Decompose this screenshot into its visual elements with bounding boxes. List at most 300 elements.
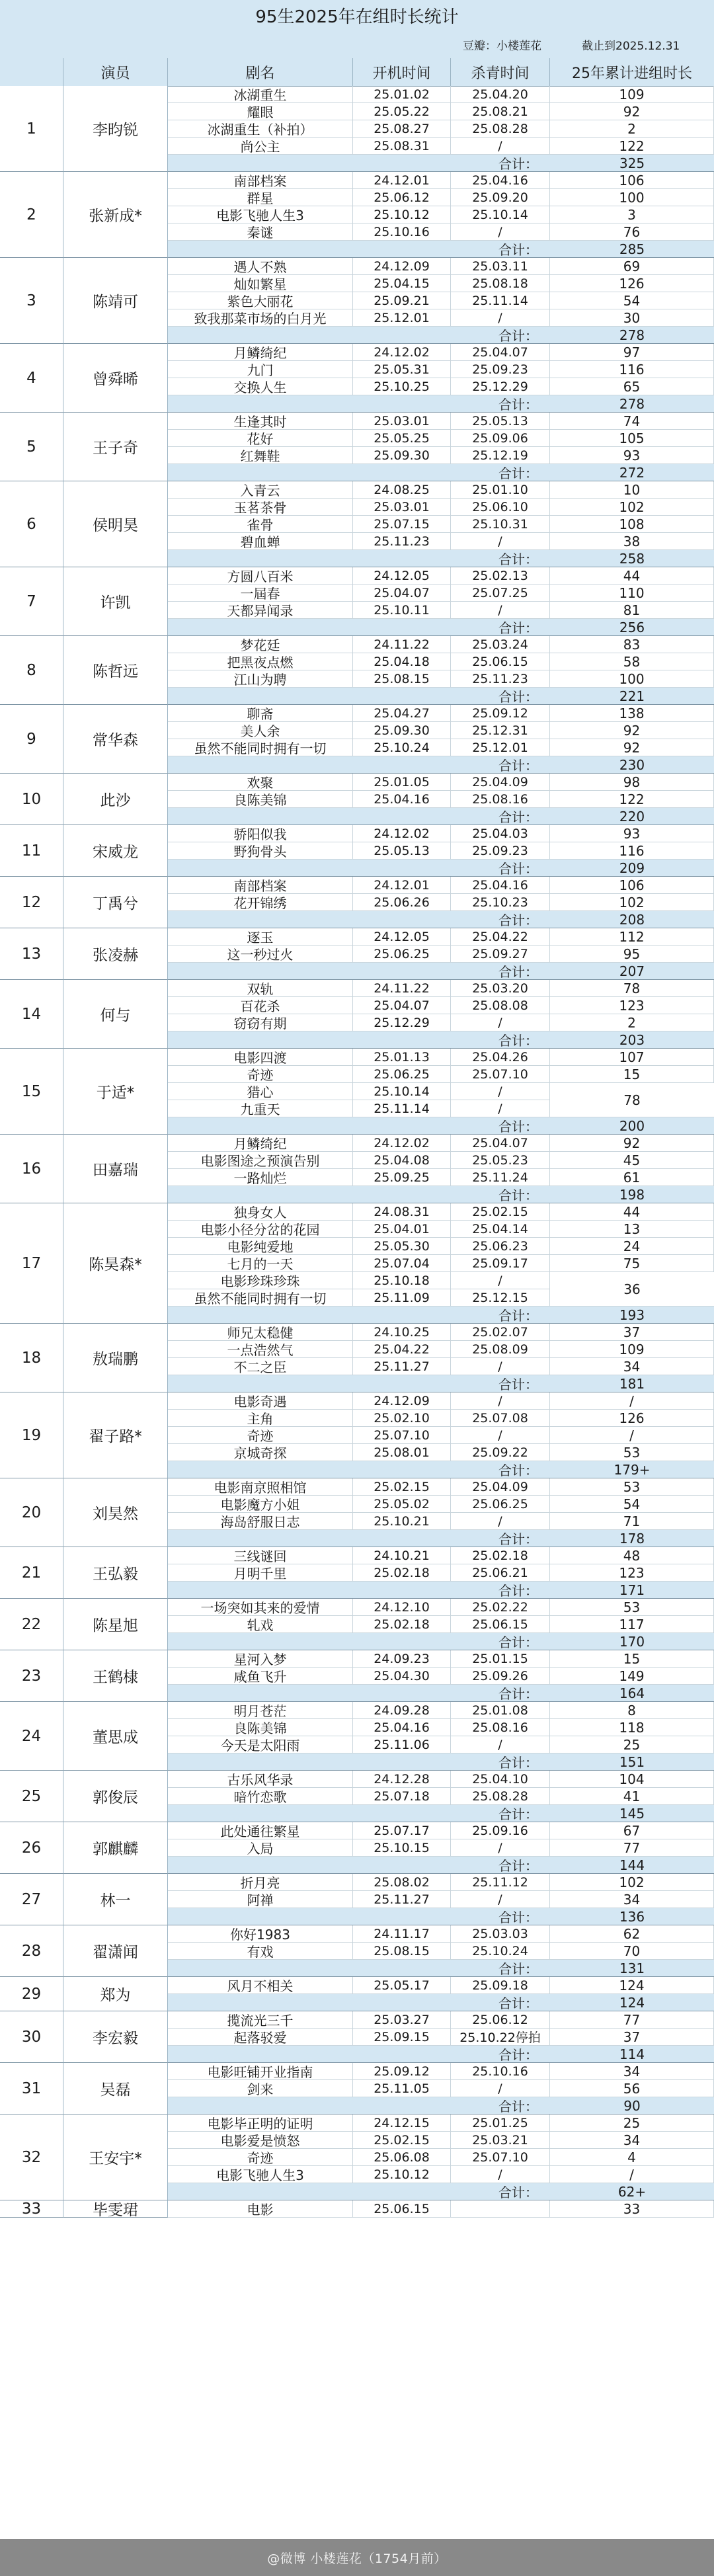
table-row [168, 1547, 714, 1564]
table-row [168, 275, 714, 292]
table-row [168, 791, 714, 808]
end-date: 25.10.31 [451, 516, 550, 532]
end-date: 25.09.16 [451, 1822, 550, 1839]
actor-index: 14 [0, 980, 63, 1049]
total-row [168, 1753, 714, 1771]
start-date: 25.05.25 [353, 430, 451, 446]
start-date: 25.07.04 [353, 1255, 451, 1271]
end-date: 25.05.13 [451, 413, 550, 429]
drama-title: 海岛舒服日志 [168, 1513, 353, 1529]
total-label: 合计： [498, 2099, 538, 2114]
drama-title: 电影奇遇 [168, 1392, 353, 1409]
actor-name: 李宏毅 [63, 2011, 168, 2063]
actor-group [0, 825, 714, 877]
start-date: 25.06.26 [353, 894, 451, 910]
table-row [168, 1719, 714, 1736]
total-row [168, 619, 714, 636]
end-date: 25.06.15 [451, 1616, 550, 1632]
start-date: 25.06.08 [353, 2149, 451, 2165]
drama-title: 明月苍茫 [168, 1702, 353, 1718]
actor-index: 6 [0, 481, 63, 567]
total-label: 合计： [498, 1961, 538, 1977]
start-date: 25.02.15 [353, 1478, 451, 1495]
table-row [168, 1736, 714, 1753]
drama-title: 碧血蝉 [168, 533, 353, 549]
merged-days-value: 36 [550, 1272, 714, 1307]
days-value: 48 [550, 1547, 714, 1564]
days-value: 41 [550, 1788, 714, 1804]
start-date: 24.08.31 [353, 1203, 451, 1220]
table-row [168, 206, 714, 223]
days-value: 112 [550, 928, 714, 945]
drama-title: 良陈美锦 [168, 1719, 353, 1736]
days-value: 44 [550, 567, 714, 584]
days-value: 92 [550, 103, 714, 120]
table-row [168, 1925, 714, 1943]
end-date: 25.12.19 [451, 447, 550, 463]
end-date: 25.11.24 [451, 1169, 550, 1186]
start-date: 25.11.09 [353, 1289, 451, 1306]
drama-title: 灿如繁星 [168, 275, 353, 292]
table-row [168, 1238, 714, 1255]
start-date: 25.10.12 [353, 2166, 451, 2183]
drama-title: 野狗骨头 [168, 842, 353, 859]
days-value: 108 [550, 516, 714, 532]
total-label: 合计： [498, 1755, 538, 1771]
actor-group [0, 1478, 714, 1547]
days-value: 44 [550, 1203, 714, 1220]
days-value: 105 [550, 430, 714, 446]
start-date: 25.07.10 [353, 1427, 451, 1443]
table-row [168, 1255, 714, 1272]
start-date: 25.03.27 [353, 2011, 451, 2028]
days-value: 78 [550, 980, 714, 996]
actor-group [0, 636, 714, 705]
days-value: 56 [550, 2080, 714, 2097]
total-row [168, 1685, 714, 1702]
days-value: 100 [550, 189, 714, 206]
start-date: 25.11.06 [353, 1736, 451, 1753]
table-row [168, 447, 714, 464]
total-label: 合计： [498, 1033, 538, 1049]
days-value: 4 [550, 2149, 714, 2165]
start-date: 25.04.30 [353, 1668, 451, 1684]
drama-title: 生逢其时 [168, 413, 353, 429]
total-row [168, 1031, 714, 1049]
total-label: 合计： [498, 1686, 538, 1702]
start-date: 25.10.25 [353, 378, 451, 395]
drama-title: 九重天 [168, 1100, 353, 1117]
end-date: / [451, 1427, 550, 1443]
end-date: 25.08.09 [451, 1341, 550, 1357]
start-date: 25.08.31 [353, 138, 451, 154]
start-date: 24.12.01 [353, 877, 451, 893]
actor-name: 郭俊辰 [63, 1771, 168, 1822]
drama-title: 轧戏 [168, 1616, 353, 1632]
end-date: 25.12.29 [451, 378, 550, 395]
total-row [168, 1375, 714, 1392]
end-date: / [451, 1736, 550, 1753]
start-date: 25.04.07 [353, 584, 451, 601]
drama-title: 双轨 [168, 980, 353, 996]
drama-title: 致我那菜市场的白月光 [168, 309, 353, 326]
actor-name: 翟子路* [63, 1392, 168, 1478]
actor-index: 32 [0, 2114, 63, 2200]
start-date: 25.12.29 [353, 1014, 451, 1031]
drama-title: 暗竹恋歌 [168, 1788, 353, 1804]
drama-title: 京城奇探 [168, 1444, 353, 1461]
days-value: 2 [550, 1014, 714, 1031]
actor-name: 陈哲远 [63, 636, 168, 705]
table-row [168, 636, 714, 653]
total-row [168, 1461, 714, 1478]
table-row [168, 739, 714, 756]
actor-name: 刘昊然 [63, 1478, 168, 1547]
drama-title: 电影爱是愤怒 [168, 2132, 353, 2148]
end-date: 25.08.28 [451, 120, 550, 137]
total-label: 合计： [498, 1634, 538, 1650]
table-row [168, 258, 714, 275]
end-date: 25.01.10 [451, 481, 550, 498]
end-date: 25.03.03 [451, 1925, 550, 1942]
actor-group [0, 1822, 714, 1874]
start-date: 25.09.15 [353, 2029, 451, 2045]
drama-title: 不二之臣 [168, 1358, 353, 1375]
days-value: 67 [550, 1822, 714, 1839]
days-value: / [550, 2166, 714, 2183]
end-date: 25.04.09 [451, 1478, 550, 1495]
start-date: 25.09.25 [353, 1169, 451, 1186]
page-title: 95生2025年在组时长统计 [0, 0, 714, 31]
actor-index: 8 [0, 636, 63, 705]
actor-name: 何与 [63, 980, 168, 1049]
total-row [168, 1805, 714, 1822]
table-row [168, 1392, 714, 1410]
total-label: 合计： [498, 397, 538, 413]
table-row [168, 980, 714, 997]
actor-name: 翟潇闻 [63, 1925, 168, 1977]
drama-title: 电影飞驰人生3 [168, 2166, 353, 2183]
drama-title: 入局 [168, 1839, 353, 1856]
end-date: 25.02.18 [451, 1547, 550, 1564]
drama-title: 交换人生 [168, 378, 353, 395]
table-row [168, 1444, 714, 1461]
actor-index: 27 [0, 1874, 63, 1925]
end-date: 25.01.15 [451, 1650, 550, 1667]
drama-title: 秦谜 [168, 223, 353, 240]
start-date: 25.09.30 [353, 722, 451, 739]
actor-index: 2 [0, 172, 63, 258]
drama-title: 电影魔方小姐 [168, 1496, 353, 1512]
drama-title: 电影 [168, 2200, 353, 2217]
drama-title: 电影毕正明的证明 [168, 2114, 353, 2131]
actor-group [0, 877, 714, 928]
total-label: 合计： [498, 1531, 538, 1547]
end-date: / [451, 309, 550, 326]
actor-index: 11 [0, 825, 63, 877]
end-date: 25.04.14 [451, 1221, 550, 1237]
start-date: 25.06.25 [353, 1066, 451, 1082]
actor-index: 30 [0, 2011, 63, 2063]
days-value: 104 [550, 1771, 714, 1787]
start-date: 25.09.21 [353, 292, 451, 309]
days-value: 34 [550, 1358, 714, 1375]
end-date: 25.03.24 [451, 636, 550, 653]
start-date: 25.02.10 [353, 1410, 451, 1426]
header-days: 25年累计进组时长 [572, 65, 692, 82]
days-value: 122 [550, 791, 714, 807]
table-row [168, 997, 714, 1014]
drama-title: 骄阳似我 [168, 825, 353, 842]
days-value: 70 [550, 1943, 714, 1959]
drama-title: 冰湖重生 [168, 86, 353, 102]
days-value: 34 [550, 1891, 714, 1908]
drama-title: 花好 [168, 430, 353, 446]
drama-title: 师兄太稳健 [168, 1324, 353, 1340]
end-date: / [451, 533, 550, 549]
table-row [168, 344, 714, 361]
days-value: 45 [550, 1152, 714, 1168]
table-row [168, 1066, 714, 1083]
drama-title: 把黑夜点燃 [168, 653, 353, 670]
total-label: 合计： [498, 1377, 538, 1392]
table-row [168, 430, 714, 447]
end-date: 25.12.01 [451, 739, 550, 756]
actor-group [0, 2063, 714, 2114]
days-value: 3 [550, 206, 714, 223]
drama-title: 有戏 [168, 1943, 353, 1959]
table-row [168, 1049, 714, 1066]
days-value: 97 [550, 344, 714, 360]
drama-title: 这一秒过火 [168, 946, 353, 962]
actor-index: 18 [0, 1324, 63, 1392]
actor-name: 张凌赫 [63, 928, 168, 980]
table-row [168, 309, 714, 327]
total-label: 合计： [498, 809, 538, 825]
table-row [168, 1788, 714, 1805]
total-row [168, 1960, 714, 1977]
start-date: 25.05.13 [353, 842, 451, 859]
total-row [168, 808, 714, 825]
actor-index: 12 [0, 877, 63, 928]
start-date: 24.12.02 [353, 825, 451, 842]
drama-title: 你好1983 [168, 1925, 353, 1942]
start-date: 25.01.13 [353, 1049, 451, 1065]
end-date: / [451, 2166, 550, 2183]
days-value: 77 [550, 1839, 714, 1856]
days-value: 98 [550, 774, 714, 790]
cutoff-label: 截止到2025.12.31 [582, 39, 680, 53]
start-date: 25.05.31 [353, 361, 451, 378]
drama-title: 奇迹 [168, 1427, 353, 1443]
actor-name: 于适* [63, 1049, 168, 1135]
days-value: 116 [550, 361, 714, 378]
end-date: 25.11.14 [451, 292, 550, 309]
total-label: 合计： [498, 2185, 538, 2200]
total-row [168, 1908, 714, 1925]
total-value: 208 [619, 911, 645, 928]
drama-title: 折月亮 [168, 1874, 353, 1890]
start-date: 25.09.12 [353, 2063, 451, 2079]
actor-index: 22 [0, 1599, 63, 1650]
end-date: 25.09.26 [451, 1668, 550, 1684]
days-value: 118 [550, 1719, 714, 1736]
total-row [168, 2097, 714, 2114]
start-date: 25.05.22 [353, 103, 451, 120]
total-value: 170 [619, 1633, 645, 1650]
end-date: 25.08.28 [451, 1788, 550, 1804]
start-date: 25.10.18 [353, 1272, 451, 1289]
actor-group [0, 1650, 714, 1702]
total-row [168, 911, 714, 928]
total-value: 181 [619, 1375, 645, 1392]
drama-title: 月鳞绮纪 [168, 1135, 353, 1151]
start-date: 25.08.02 [353, 1874, 451, 1890]
days-value: 53 [550, 1599, 714, 1615]
table-row [168, 1221, 714, 1238]
total-value: 203 [619, 1031, 645, 1048]
drama-title: 雀骨 [168, 516, 353, 532]
total-label: 合计： [498, 156, 538, 172]
actor-index: 33 [0, 2200, 63, 2218]
actor-group [0, 1702, 714, 1771]
table-row [168, 120, 714, 138]
drama-title: 尚公主 [168, 138, 353, 154]
drama-title: 紫色大丽花 [168, 292, 353, 309]
table-row [168, 533, 714, 550]
days-value: 110 [550, 584, 714, 601]
actor-group [0, 567, 714, 636]
table-row [168, 567, 714, 584]
drama-title: 月明千里 [168, 1564, 353, 1581]
end-date: 25.10.14 [451, 206, 550, 223]
days-value: 102 [550, 499, 714, 515]
total-value: 193 [619, 1307, 645, 1323]
start-date: 25.06.15 [353, 2200, 451, 2217]
total-value: 178 [619, 1530, 645, 1547]
days-value: 123 [550, 1564, 714, 1581]
days-value: 33 [550, 2200, 714, 2217]
table-row [168, 86, 714, 103]
table-row [168, 499, 714, 516]
actor-index: 21 [0, 1547, 63, 1599]
days-value: 126 [550, 275, 714, 292]
start-date: 24.12.02 [353, 1135, 451, 1151]
days-value: 109 [550, 86, 714, 102]
start-date: 24.10.25 [353, 1324, 451, 1340]
total-label: 合计： [498, 1806, 538, 1822]
table-row [168, 378, 714, 395]
actor-group [0, 1977, 714, 2011]
days-value: 93 [550, 447, 714, 463]
end-date: 25.09.06 [451, 430, 550, 446]
start-date: 25.10.15 [353, 1839, 451, 1856]
start-date: 25.11.05 [353, 2080, 451, 2097]
drama-title: 电影图途之预演告别 [168, 1152, 353, 1168]
actor-name: 陈靖可 [63, 258, 168, 344]
days-value: 15 [550, 1650, 714, 1667]
table-row [168, 1427, 714, 1444]
total-row [168, 550, 714, 567]
actor-index: 3 [0, 258, 63, 344]
drama-title: 电影南京照相馆 [168, 1478, 353, 1495]
start-date: 25.04.22 [353, 1341, 451, 1357]
actor-index: 17 [0, 1203, 63, 1324]
drama-title: 月鳞绮纪 [168, 344, 353, 360]
actor-index: 29 [0, 1977, 63, 2011]
table-row [168, 138, 714, 155]
end-date: 25.02.15 [451, 1203, 550, 1220]
total-row [168, 1530, 714, 1547]
total-label: 合计： [498, 912, 538, 928]
days-value: 74 [550, 413, 714, 429]
days-value: 92 [550, 722, 714, 739]
total-label: 合计： [498, 1187, 538, 1203]
table-row [168, 894, 714, 911]
actor-index: 16 [0, 1135, 63, 1203]
total-label: 合计： [498, 620, 538, 636]
days-value: 8 [550, 1702, 714, 1718]
days-value: 75 [550, 1255, 714, 1271]
actor-group [0, 774, 714, 825]
end-date: / [451, 223, 550, 240]
drama-title: 江山为聘 [168, 670, 353, 687]
header-end: 杀青时间 [451, 58, 550, 86]
end-date: 25.07.08 [451, 1410, 550, 1426]
total-label: 合计： [498, 551, 538, 567]
end-date: 25.06.10 [451, 499, 550, 515]
drama-title: 电影纯爱地 [168, 1238, 353, 1254]
drama-title: 一场突如其来的爱情 [168, 1599, 353, 1615]
start-date: 24.12.09 [353, 258, 451, 274]
drama-title: 遇人不熟 [168, 258, 353, 274]
drama-title: 一屆春 [168, 584, 353, 601]
actor-name: 敖瑞鹏 [63, 1324, 168, 1392]
table-row [168, 1014, 714, 1031]
end-date: 25.04.16 [451, 877, 550, 893]
actor-name: 常华森 [63, 705, 168, 774]
total-value: 198 [619, 1186, 645, 1203]
start-date: 24.12.09 [353, 1392, 451, 1409]
drama-title: 古乐风华录 [168, 1771, 353, 1787]
end-date: 25.03.21 [451, 2132, 550, 2148]
actor-name: 陈昊森* [63, 1203, 168, 1324]
days-value: 102 [550, 894, 714, 910]
table-row [168, 705, 714, 722]
table-row [168, 189, 714, 206]
drama-title: 方圆八百米 [168, 567, 353, 584]
actor-index: 4 [0, 344, 63, 413]
actor-group [0, 1874, 714, 1925]
start-date: 25.09.30 [353, 447, 451, 463]
table-row [168, 2114, 714, 2132]
drama-title: 冰湖重生（补拍） [168, 120, 353, 137]
days-value: 37 [550, 1324, 714, 1340]
end-date: 25.02.13 [451, 567, 550, 584]
drama-title: 此处通往繁星 [168, 1822, 353, 1839]
drama-title: 奇迹 [168, 1066, 353, 1082]
total-row [168, 860, 714, 877]
total-label: 合计： [498, 758, 538, 774]
end-date: / [451, 1513, 550, 1529]
days-value: 34 [550, 2063, 714, 2079]
start-date: 24.12.10 [353, 1599, 451, 1615]
days-value: 24 [550, 1238, 714, 1254]
table-row [168, 103, 714, 120]
days-value: 13 [550, 1221, 714, 1237]
table-row [168, 1616, 714, 1633]
start-date: 25.04.16 [353, 1719, 451, 1736]
